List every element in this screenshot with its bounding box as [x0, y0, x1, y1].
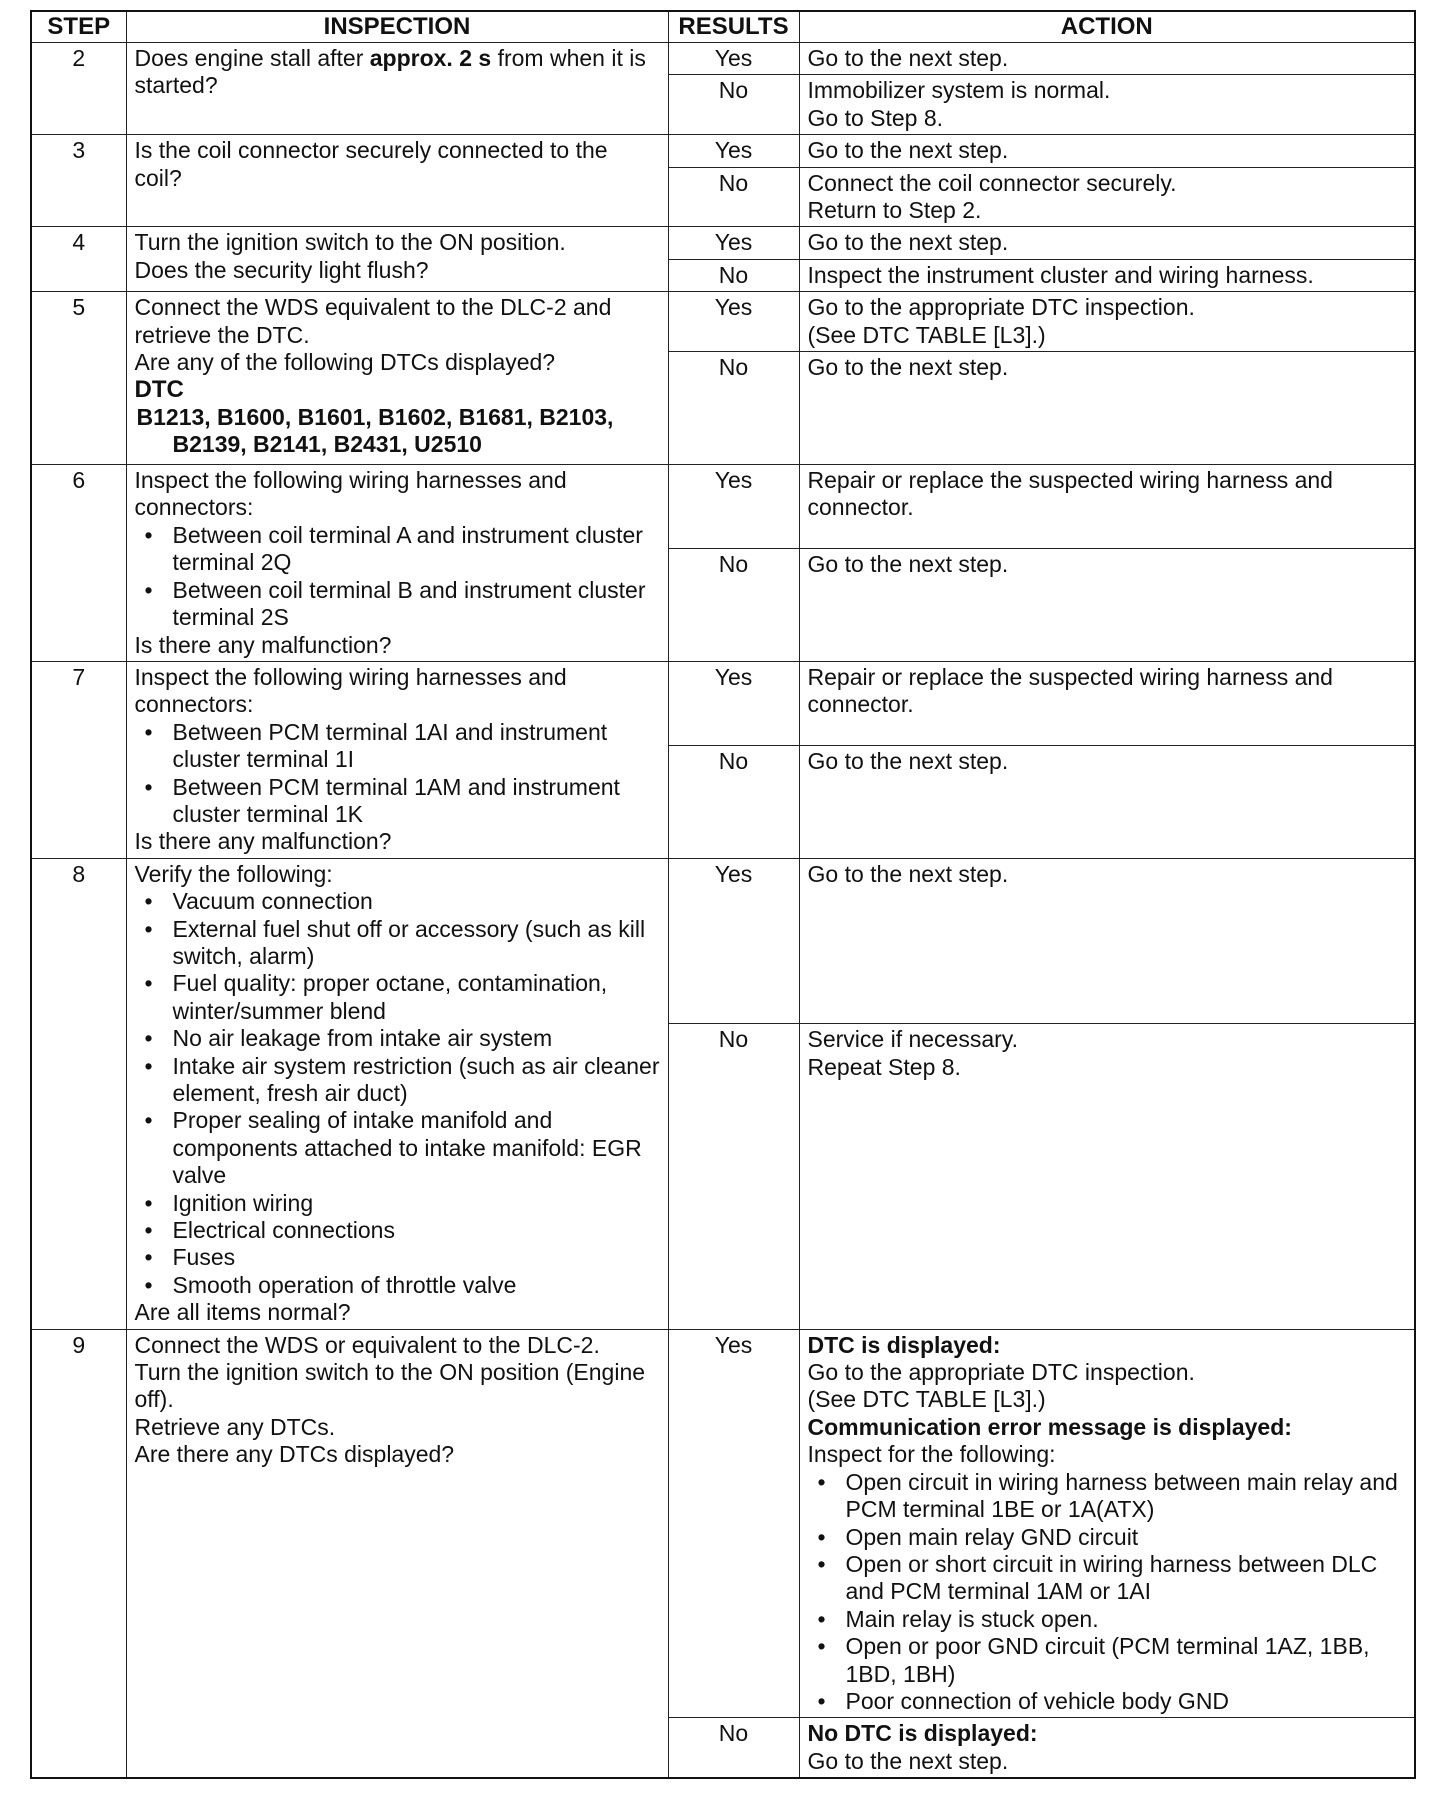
- action-yes: Go to the next step.: [799, 135, 1415, 167]
- troubleshooting-table: [30, 10, 1416, 1779]
- inspection-bold-text: approx. 2 s: [369, 45, 492, 71]
- action-line: Immobilizer system is normal.: [807, 77, 1111, 104]
- inspection-line: Are there any DTCs displayed?: [134, 1441, 455, 1468]
- header-inspection: INSPECTION: [126, 11, 668, 43]
- table-row: [31, 1329, 1415, 1718]
- action-subheading: DTC is displayed:: [807, 1331, 1001, 1358]
- list-item: • Open or poor GND circuit (PCM terminal 1AZ, 1BB, 1BD, 1BH): [808, 1633, 1407, 1688]
- action-line: Service if necessary.: [807, 1026, 1018, 1053]
- result-yes: Yes: [668, 465, 799, 549]
- action-no: Go to the next step.: [799, 548, 1415, 661]
- result-no: No: [668, 352, 799, 465]
- inspection-cell: [126, 292, 668, 465]
- header-action: ACTION: [799, 11, 1415, 43]
- list-item: • Electrical connections: [135, 1217, 660, 1244]
- inspection-cell: [126, 858, 668, 1329]
- list-item: • Fuel quality: proper octane, contamination, winter/summer blend: [135, 970, 660, 1025]
- list-item: • Fuses: [135, 1244, 660, 1271]
- inspection-line: Is there any malfunction?: [134, 828, 392, 855]
- action-yes: [799, 292, 1415, 352]
- action-no: [799, 167, 1415, 227]
- action-subheading: Communication error message is displayed:: [807, 1413, 1292, 1440]
- inspection-line: Retrieve any DTCs.: [134, 1413, 336, 1440]
- action-yes: Go to the next step.: [799, 43, 1415, 75]
- inspection-line: Inspect the following wiring harnesses and connectors:: [134, 663, 567, 718]
- list-item: • No air leakage from intake air system: [135, 1025, 660, 1052]
- list-item: • Open or short circuit in wiring harness between DLC and PCM terminal 1AM or 1AI: [808, 1551, 1407, 1606]
- action-line: Go to the next step.: [807, 1747, 1009, 1774]
- list-item: • Between coil terminal B and instrument cluster terminal 2S: [135, 577, 660, 632]
- list-item: • External fuel shut off or accessory (such as kill switch, alarm): [135, 916, 660, 971]
- inspection-text: Does engine stall after: [134, 45, 370, 71]
- dtc-code-list: [135, 404, 660, 459]
- result-no: No: [668, 1718, 799, 1778]
- result-yes: Yes: [668, 292, 799, 352]
- result-yes: Yes: [668, 135, 799, 167]
- result-no: No: [668, 745, 799, 858]
- result-no: No: [668, 548, 799, 661]
- list-item: • Between PCM terminal 1AI and instrument cluster terminal 1I: [135, 719, 660, 774]
- action-line: Connect the coil connector securely.: [807, 169, 1177, 196]
- result-no: No: [668, 259, 799, 291]
- diagnostic-table-sheet: [30, 10, 1414, 1779]
- list-item: • Poor connection of vehicle body GND: [808, 1688, 1407, 1715]
- list-item: • Main relay is stuck open.: [808, 1606, 1407, 1633]
- action-line: Repeat Step 8.: [807, 1053, 961, 1080]
- inspection-cell: [126, 1329, 668, 1778]
- action-yes: [799, 1329, 1415, 1718]
- inspection-line: Is there any malfunction?: [134, 631, 392, 658]
- step-number: 9: [31, 1329, 126, 1778]
- inspection-line: Are all items normal?: [134, 1299, 351, 1326]
- action-line: Inspect for the following:: [807, 1441, 1056, 1468]
- inspection-line: Verify the following:: [134, 860, 333, 887]
- result-no: No: [668, 1024, 799, 1329]
- table-row: [31, 43, 1415, 75]
- result-yes: Yes: [668, 858, 799, 1023]
- bullet-list: [135, 719, 660, 829]
- result-yes: Yes: [668, 661, 799, 745]
- action-line: Return to Step 2.: [807, 197, 982, 224]
- inspection-cell: [126, 227, 668, 292]
- inspection-text: from when it is started?: [134, 45, 646, 99]
- dtc-heading: DTC: [134, 376, 184, 404]
- inspection-cell: [126, 43, 668, 135]
- inspection-line: Turn the ignition switch to the ON position.: [134, 229, 566, 256]
- step-number: 3: [31, 135, 126, 227]
- action-line: Go to the appropriate DTC inspection.: [807, 294, 1195, 321]
- inspection-cell: Is the coil connector securely connected to the coil?: [126, 135, 668, 227]
- inspection-line: Turn the ignition switch to the ON position (Engine off).: [134, 1359, 646, 1413]
- table-row: [31, 227, 1415, 259]
- step-number: 6: [31, 465, 126, 662]
- action-yes: Go to the next step.: [799, 858, 1415, 1023]
- list-item: • Vacuum connection: [135, 888, 660, 915]
- action-yes: Repair or replace the suspected wiring harness and connector.: [799, 465, 1415, 549]
- list-item: • Open main relay GND circuit: [808, 1524, 1407, 1551]
- header-results: RESULTS: [668, 11, 799, 43]
- action-subheading: No DTC is displayed:: [807, 1720, 1038, 1747]
- result-no: No: [668, 167, 799, 227]
- header-row: [31, 11, 1415, 43]
- step-number: 7: [31, 661, 126, 858]
- inspection-line: Inspect the following wiring harnesses and connectors:: [134, 467, 567, 521]
- table-row: [31, 465, 1415, 549]
- result-no: No: [668, 75, 799, 135]
- action-line: Go to the appropriate DTC inspection.: [807, 1359, 1195, 1386]
- dtc-codes-line: B2139, B2141, B2431, U2510: [172, 431, 482, 458]
- action-yes: Go to the next step.: [799, 227, 1415, 259]
- table-row: [31, 292, 1415, 352]
- inspection-cell: [126, 661, 668, 858]
- action-line: (See DTC TABLE [L3].): [807, 321, 1046, 348]
- action-yes: Repair or replace the suspected wiring harness and connector.: [799, 661, 1415, 745]
- list-item: • Between PCM terminal 1AM and instrument cluster terminal 1K: [135, 774, 660, 829]
- step-number: 2: [31, 43, 126, 135]
- list-item: • Proper sealing of intake manifold and components attached to intake manifold: EGR valve: [135, 1107, 660, 1189]
- header-step: STEP: [31, 11, 126, 43]
- action-no: Go to the next step.: [799, 745, 1415, 858]
- inspection-line: Are any of the following DTCs displayed?: [134, 349, 556, 376]
- action-no: [799, 75, 1415, 135]
- table-row: [31, 135, 1415, 167]
- step-number: 5: [31, 292, 126, 465]
- table-row: [31, 858, 1415, 1023]
- list-item: • Smooth operation of throttle valve: [135, 1272, 660, 1299]
- action-no: Inspect the instrument cluster and wiring harness.: [799, 259, 1415, 291]
- table-row: [31, 661, 1415, 745]
- step-number: 8: [31, 858, 126, 1329]
- bullet-list: [135, 888, 660, 1299]
- action-no: [799, 1024, 1415, 1329]
- bullet-list: [135, 522, 660, 632]
- list-item: • Ignition wiring: [135, 1190, 660, 1217]
- inspection-line: Does the security light flush?: [134, 256, 429, 283]
- action-no: [799, 1718, 1415, 1778]
- result-yes: Yes: [668, 43, 799, 75]
- list-item: • Intake air system restriction (such as air cleaner element, fresh air duct): [135, 1053, 660, 1108]
- action-line: Go to Step 8.: [807, 104, 944, 131]
- inspection-line: Connect the WDS or equivalent to the DLC-2.: [134, 1331, 600, 1358]
- bullet-list: [808, 1469, 1407, 1716]
- dtc-codes-line: B1213, B1600, B1601, B1602, B1681, B2103,: [136, 403, 614, 430]
- inspection-cell: [126, 465, 668, 662]
- list-item: • Open circuit in wiring harness between main relay and PCM terminal 1BE or 1A(ATX): [808, 1469, 1407, 1524]
- list-item: • Between coil terminal A and instrument cluster terminal 2Q: [135, 522, 660, 577]
- action-line: (See DTC TABLE [L3].): [807, 1386, 1046, 1413]
- result-yes: Yes: [668, 1329, 799, 1718]
- step-number: 4: [31, 227, 126, 292]
- action-no: Go to the next step.: [799, 352, 1415, 465]
- result-yes: Yes: [668, 227, 799, 259]
- inspection-line: Connect the WDS equivalent to the DLC-2 and retrieve the DTC.: [134, 294, 612, 348]
